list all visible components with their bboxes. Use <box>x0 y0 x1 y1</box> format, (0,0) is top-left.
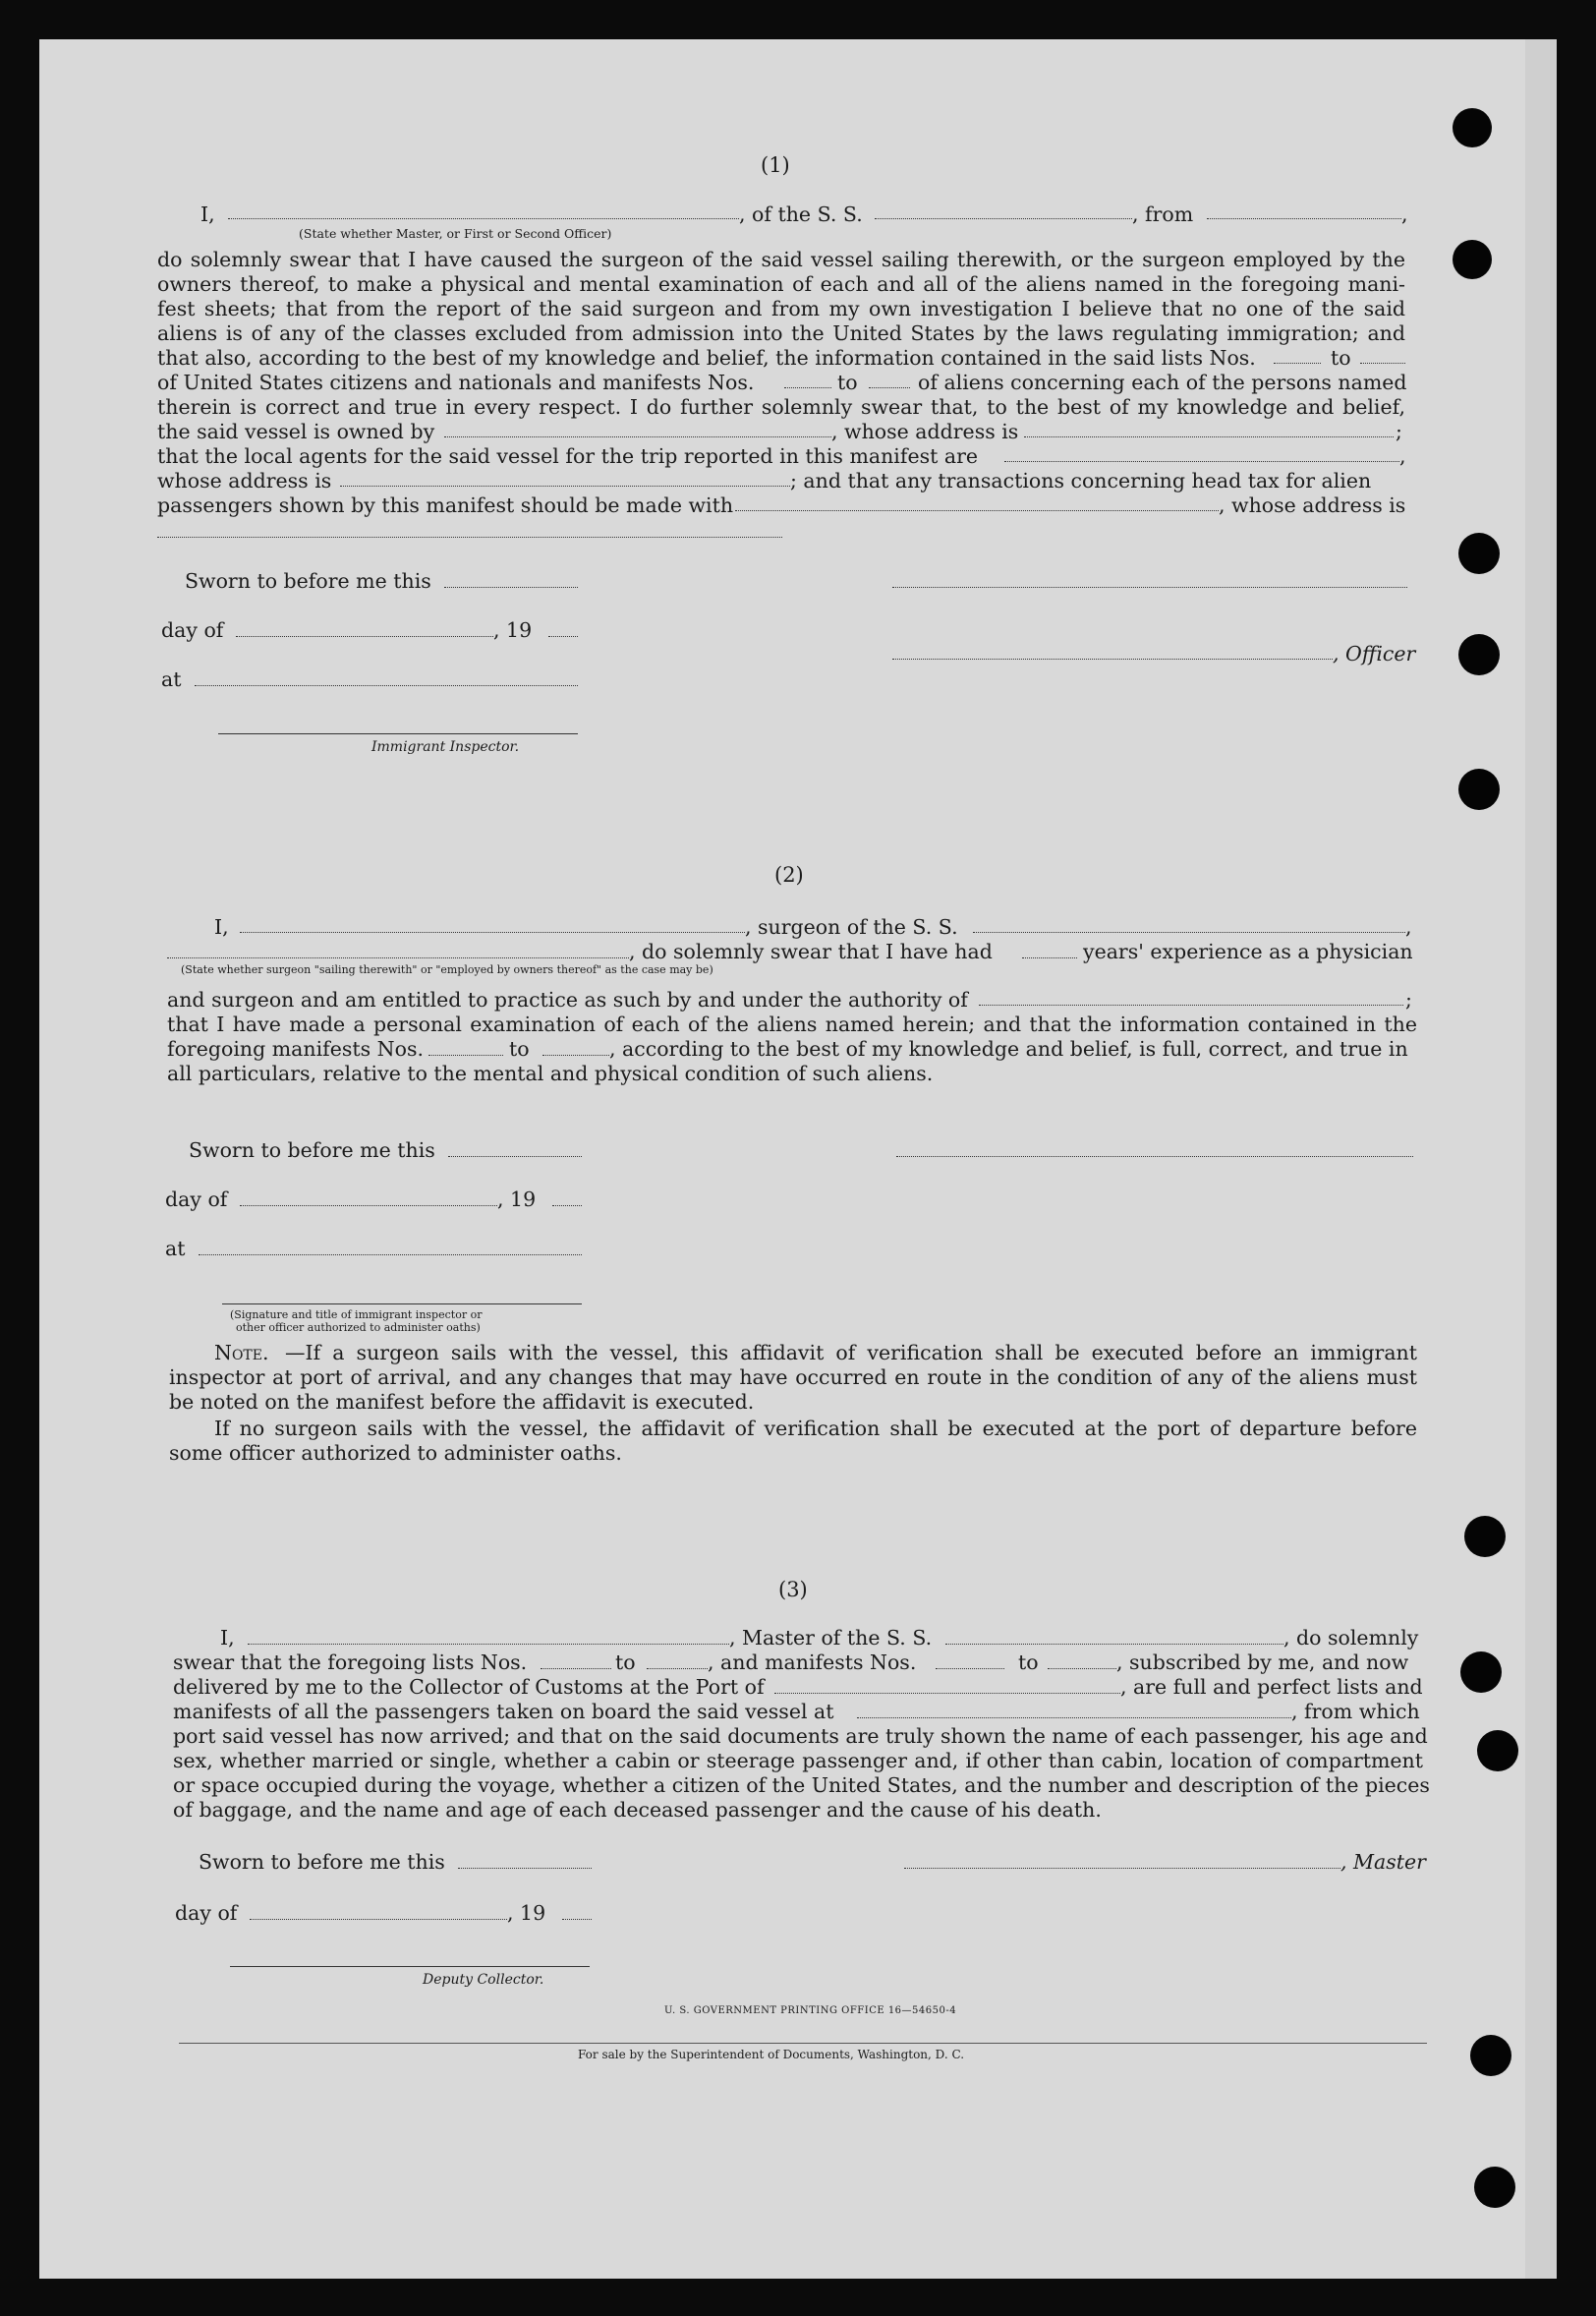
fill-line-owner-address <box>1024 436 1394 437</box>
fill-line-manifest-to <box>869 387 910 388</box>
fill-line-surgeon-status <box>167 957 629 958</box>
fill-line-place <box>199 1254 582 1255</box>
note-line: some officer authorized to administer oaths. <box>169 1441 622 1465</box>
text: the said vessel is owned by <box>157 420 435 443</box>
fill-line-from <box>1207 218 1401 219</box>
binder-hole <box>1458 533 1500 574</box>
page-edge <box>1525 39 1557 2279</box>
text: , and manifests Nos. <box>708 1650 917 1674</box>
fill-line-sworn-date <box>448 1156 582 1157</box>
text: , 19 <box>493 618 533 642</box>
paragraph-line: aliens is of any of the classes excluded from admission into the United States by the laws regulating immigration; and <box>157 321 1405 345</box>
text: and surgeon and am entitled to practice as such by and under the authority of <box>167 988 968 1012</box>
text: manifests of all the passengers taken on board the said vessel at <box>173 1700 834 1723</box>
binder-hole <box>1458 769 1500 810</box>
fill-line-authority <box>979 1005 1403 1006</box>
fill-line-manifest-to <box>542 1055 609 1056</box>
note-line: —If a surgeon sails with the vessel, this affidavit of verification shall be executed before an immigrant <box>285 1341 1417 1364</box>
binder-hole <box>1470 2035 1511 2076</box>
fill-line-place <box>195 685 578 686</box>
field-caption: (State whether surgeon "sailing therewith" or "employed by owners thereof" as the case may be) <box>181 963 713 976</box>
paragraph-line: of baggage, and the name and age of each deceased passenger and the cause of his death. <box>173 1798 1102 1822</box>
text: to <box>837 371 858 394</box>
text: delivered by me to the Collector of Customs at the Port of <box>173 1675 765 1699</box>
fill-line-sworn-date <box>458 1868 592 1869</box>
text: ; and that any transactions concerning head tax for alien <box>790 469 1372 492</box>
fill-line-departure-port <box>857 1717 1291 1718</box>
fill-line-master-name <box>248 1644 729 1645</box>
section-number: (1) <box>761 153 790 177</box>
text: that the local agents for the said vessel for the trip reported in this manifest are <box>157 444 979 468</box>
fill-line-officer-signature <box>892 587 1407 588</box>
fill-line-year <box>562 1919 592 1920</box>
text: passengers shown by this manifest should be made with <box>157 493 734 517</box>
text: Sworn to before me this <box>199 1850 445 1874</box>
paragraph-line: that I have made a personal examination of each of the aliens named herein; and that the information contained in the <box>167 1013 1417 1036</box>
text: , whose address is <box>831 420 1019 443</box>
fill-line-master-signature <box>904 1868 1340 1869</box>
fill-line-agents <box>1004 461 1399 462</box>
text: , <box>1399 444 1406 468</box>
text: , surgeon of the S. S. <box>745 915 958 939</box>
text: , 19 <box>507 1901 546 1925</box>
binder-hole <box>1464 1516 1506 1557</box>
fill-line-year <box>552 1205 582 1206</box>
text: , <box>1405 915 1412 939</box>
paragraph-line: or space occupied during the voyage, whether a citizen of the United States, and the number and description of the pieces <box>173 1773 1430 1797</box>
fill-line-officer-rank <box>228 218 739 219</box>
text: , of the S. S. <box>739 203 863 226</box>
fill-line-vessel <box>973 932 1405 933</box>
note-line: be noted on the manifest before the affidavit is executed. <box>169 1390 755 1414</box>
binder-hole <box>1474 2167 1515 2208</box>
fill-line-manifest-from <box>936 1668 1004 1669</box>
text: day of <box>175 1901 238 1925</box>
section-number: (2) <box>774 863 804 887</box>
text: I, <box>220 1626 235 1650</box>
note-label: Note. <box>214 1341 269 1364</box>
text: , subscribed by me, and now <box>1116 1650 1409 1674</box>
text: , Officer <box>1333 642 1416 666</box>
note-line: If no surgeon sails with the vessel, the affidavit of verification shall be executed at the port of departure before <box>214 1417 1417 1440</box>
text: that also, according to the best of my knowledge and belief, the information contained in the said lists Nos. <box>157 346 1256 370</box>
printer-imprint: U. S. GOVERNMENT PRINTING OFFICE 16—54650-4 <box>664 2005 957 2016</box>
text: all particulars, relative to the mental and physical condition of such aliens. <box>167 1062 934 1085</box>
binder-hole <box>1453 108 1492 147</box>
text: years' experience as a physician <box>1083 940 1413 963</box>
text: at <box>161 667 182 691</box>
text: to <box>509 1037 530 1061</box>
paragraph-line: sex, whether married or single, whether a cabin or steerage passenger and, if other than cabin, location of compartment <box>173 1749 1423 1772</box>
paragraph-line: do solemnly swear that I have caused the surgeon of the said vessel sailing therewith, or the surgeon employed by the <box>157 248 1405 271</box>
fill-line-manifest-from <box>784 387 831 388</box>
fill-line-owner <box>444 436 831 437</box>
text: , do solemnly <box>1283 1626 1419 1650</box>
signature-caption: Immigrant Inspector. <box>371 739 520 755</box>
signature-caption: other officer authorized to administer oaths) <box>236 1321 481 1334</box>
text: , <box>1401 203 1408 226</box>
field-caption: (State whether Master, or First or Second Officer) <box>299 226 612 241</box>
fill-line-surgeon-name <box>240 932 745 933</box>
signature-line-deputy <box>230 1966 590 1967</box>
text: of United States citizens and nationals and manifests Nos. <box>157 371 755 394</box>
text: at <box>165 1237 186 1260</box>
text: Sworn to before me this <box>185 569 431 593</box>
fill-line-port <box>774 1693 1120 1694</box>
fill-line-manifest-from <box>428 1055 503 1056</box>
fill-line-manifest-to <box>1048 1668 1116 1669</box>
paragraph-line: fest sheets; that from the report of the said surgeon and from my own investigation I believe that no one of the said <box>157 297 1405 320</box>
signature-caption: (Signature and title of immigrant inspector or <box>230 1308 483 1321</box>
fill-line-head-tax-address <box>157 537 782 538</box>
fill-line-surgeon-signature <box>896 1156 1413 1157</box>
binder-hole <box>1453 240 1492 279</box>
fill-line-head-tax <box>735 510 1219 511</box>
text: , whose address is <box>1219 493 1406 517</box>
binder-hole <box>1460 1651 1502 1693</box>
text: ; <box>1405 988 1412 1012</box>
fill-line-sworn-date <box>444 587 578 588</box>
text: , Master of the S. S. <box>729 1626 933 1650</box>
text: whose address is <box>157 469 332 492</box>
fill-line-month <box>240 1205 497 1206</box>
note-line: inspector at port of arrival, and any changes that may have occurred en route in the condition of any of the aliens must <box>169 1365 1417 1389</box>
text: , do solemnly swear that I have had <box>629 940 993 963</box>
fill-line-list-to <box>1360 363 1405 364</box>
text: to <box>615 1650 636 1674</box>
text: to <box>1018 1650 1039 1674</box>
paragraph-line: therein is correct and true in every respect. I do further solemnly swear that, to the best of my knowledge and belief, <box>157 395 1405 419</box>
signature-line-inspector <box>218 733 578 734</box>
binder-hole <box>1477 1730 1518 1771</box>
paragraph-line: port said vessel has now arrived; and that on the said documents are truly shown the name of each passenger, his age and <box>173 1724 1428 1748</box>
text: foregoing manifests Nos. <box>167 1037 424 1061</box>
text: swear that the foregoing lists Nos. <box>173 1650 528 1674</box>
section-number: (3) <box>778 1578 808 1601</box>
signature-line-inspector <box>222 1303 582 1304</box>
text: , are full and perfect lists and <box>1120 1675 1423 1699</box>
text: ; <box>1396 420 1402 443</box>
fill-line-list-from <box>541 1668 611 1669</box>
paragraph-line: owners thereof, to make a physical and mental examination of each and all of the aliens named in the foregoing mani- <box>157 272 1405 296</box>
footer-rule <box>179 2043 1427 2044</box>
text: day of <box>161 618 224 642</box>
text: day of <box>165 1187 228 1211</box>
fill-line-month <box>250 1919 507 1920</box>
text: Sworn to before me this <box>189 1138 435 1162</box>
text: , 19 <box>497 1187 537 1211</box>
footer-sale-text: For sale by the Superintendent of Documents, Washington, D. C. <box>578 2048 965 2061</box>
fill-line-year <box>548 636 578 637</box>
binder-hole <box>1458 634 1500 675</box>
text: , from <box>1132 203 1194 226</box>
fill-line-list-from <box>1274 363 1321 364</box>
text: I, <box>200 203 215 226</box>
fill-line-years <box>1022 957 1077 958</box>
fill-line-vessel <box>945 1644 1283 1645</box>
text: , from which <box>1291 1700 1420 1723</box>
fill-line-month <box>236 636 493 637</box>
fill-line-vessel <box>875 218 1132 219</box>
fill-line-officer-title <box>892 659 1333 660</box>
text: I, <box>214 915 229 939</box>
fill-line-agent-address <box>340 486 790 487</box>
fill-line-list-to <box>647 1668 708 1669</box>
text: of aliens concerning each of the persons named <box>918 371 1407 394</box>
text: , according to the best of my knowledge and belief, is full, correct, and true in <box>609 1037 1408 1061</box>
signature-caption: Deputy Collector. <box>423 1972 544 1988</box>
text: , Master <box>1340 1850 1426 1874</box>
text: to <box>1331 346 1351 370</box>
